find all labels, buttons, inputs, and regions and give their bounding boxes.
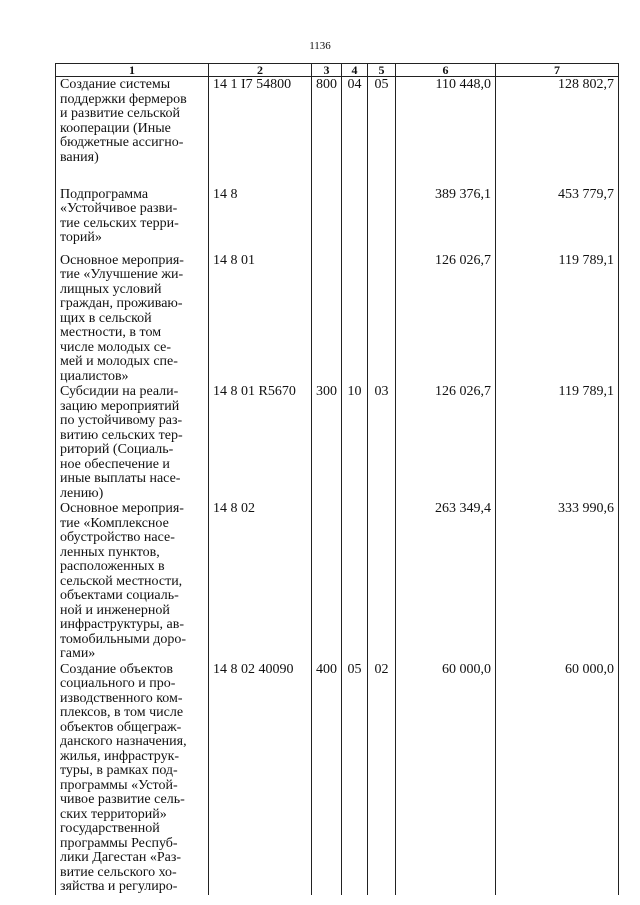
row-col3: 300: [312, 384, 342, 501]
col-header-1: 1: [56, 64, 209, 77]
col-header-6: 6: [396, 64, 496, 77]
row-name-line: витию сельских тер-: [60, 427, 183, 443]
row-name-line: данского назначения,: [60, 734, 187, 749]
row-name-line: Основное мероприя-: [60, 501, 184, 516]
row-code: 14 1 I7 54800: [209, 77, 312, 187]
row-name-line: ленных пунктов,: [60, 544, 160, 560]
row-name-line: расположенных в: [60, 559, 165, 574]
row-name-line: зацию мероприятий: [60, 398, 180, 414]
row-name-line: сельской местности,: [60, 573, 183, 589]
row-col3: [312, 253, 342, 385]
row-col4: [342, 253, 368, 385]
row-name-line: витие сельского хо-: [60, 864, 177, 880]
row-name-line: вания): [60, 149, 99, 165]
row-name-cell: [56, 187, 209, 253]
row-name-line: томобильными доро-: [60, 631, 187, 647]
row-value-6: 60 000,0: [396, 662, 496, 895]
row-col5: [368, 501, 396, 662]
row-name-line: программы Респуб-: [60, 835, 178, 851]
col-header-3: 3: [312, 64, 342, 77]
row-value-7: 453 779,7: [496, 187, 619, 253]
row-value-6: 126 026,7: [396, 384, 496, 501]
row-value-6: 126 026,7: [396, 253, 496, 385]
row-name-line: риторий (Социаль-: [60, 442, 174, 457]
row-col5: 03: [368, 384, 396, 501]
table-row: [56, 77, 619, 187]
row-name-cell: [56, 384, 209, 501]
row-col3: [312, 187, 342, 253]
row-name-line: лищных условий: [60, 281, 162, 297]
col-header-4: 4: [342, 64, 368, 77]
row-name-line: изводственного ком-: [60, 690, 183, 706]
row-name-line: по устойчивому раз-: [60, 413, 183, 428]
col-header-7: 7: [496, 64, 619, 77]
row-col4: [342, 501, 368, 662]
row-name-line: поддержки фермеров: [60, 91, 187, 107]
row-col3: [312, 501, 342, 662]
table-row: [56, 662, 619, 895]
row-code: 14 8 02 40090: [209, 662, 312, 895]
row-col4: [342, 187, 368, 253]
row-value-7: 119 789,1: [496, 384, 619, 501]
header-row: [56, 64, 619, 77]
row-name-line: граждан, проживаю-: [60, 296, 183, 311]
row-name-line: Подпрограмма: [60, 186, 149, 202]
row-name-cell: [56, 253, 209, 385]
col-header-5: 5: [368, 64, 396, 77]
row-name-line: зяйства и регулиро-: [60, 879, 178, 894]
row-name-cell: [56, 77, 209, 187]
row-name-line: торий»: [60, 230, 102, 245]
col-header-2: 2: [209, 64, 312, 77]
row-value-7: 119 789,1: [496, 253, 619, 385]
row-name-line: объектов общеграж-: [60, 719, 182, 735]
row-name-line: туры, в рамках под-: [60, 763, 178, 778]
row-name-line: мей и молодых спе-: [60, 354, 178, 369]
row-name-line: ное обеспечение и: [60, 456, 170, 472]
row-name-line: Создание системы: [60, 77, 171, 92]
row-col5: [368, 187, 396, 253]
table-row: [56, 253, 619, 385]
row-name-line: гами»: [60, 646, 96, 661]
row-value-7: 128 802,7: [496, 77, 619, 187]
row-name-line: жилья, инфраструк-: [60, 748, 180, 764]
row-value-7: 333 990,6: [496, 501, 619, 662]
row-name-line: лению): [60, 485, 104, 501]
row-col5: [368, 253, 396, 385]
row-name-line: обустройство насе-: [60, 530, 175, 545]
row-name-line: социального и про-: [60, 676, 176, 691]
row-name-line: Субсидии на реали-: [60, 384, 179, 399]
table-row: [56, 501, 619, 662]
row-value-6: 110 448,0: [396, 77, 496, 187]
row-name-line: ной и инженерной: [60, 602, 170, 618]
budget-table: [55, 63, 619, 895]
row-col5: 05: [368, 77, 396, 187]
row-code: 14 8 01 R5670: [209, 384, 312, 501]
row-name-line: программы «Устой-: [60, 777, 178, 793]
row-name-cell: [56, 501, 209, 662]
row-name-line: Создание объектов: [60, 661, 174, 677]
row-name-line: циалистов»: [60, 368, 129, 384]
row-name-line: государственной: [60, 821, 160, 836]
row-name-line: числе молодых се-: [60, 339, 171, 355]
row-name-line: чивое развитие сель-: [60, 792, 185, 807]
row-name-line: и развитие сельской: [60, 106, 180, 121]
row-name-line: Основное мероприя-: [60, 252, 184, 268]
row-name-line: «Устойчивое разви-: [60, 201, 178, 216]
row-name-line: бюджетные ассигно-: [60, 135, 184, 150]
row-value-6: 263 349,4: [396, 501, 496, 662]
row-code: 14 8 02: [209, 501, 312, 662]
row-name-line: плексов, в том числе: [60, 705, 184, 720]
page-number: 1136: [309, 40, 331, 52]
row-name-line: тие сельских терри-: [60, 215, 179, 231]
row-name-line: щих в сельской: [60, 310, 152, 326]
row-name-line: тие «Комплексное: [60, 515, 169, 531]
row-name-line: объектами социаль-: [60, 588, 179, 603]
row-name-line: иные выплаты насе-: [60, 471, 181, 486]
row-name-line: ских территорий»: [60, 806, 167, 822]
row-col3: 800: [312, 77, 342, 187]
row-name-line: кооперации (Иные: [60, 120, 171, 136]
row-name-line: местности, в том: [60, 325, 162, 340]
row-name-line: лики Дагестан «Раз-: [60, 850, 182, 865]
row-value-7: 60 000,0: [496, 662, 619, 895]
table-row: [56, 384, 619, 501]
row-code: 14 8: [209, 187, 312, 253]
row-value-6: 389 376,1: [396, 187, 496, 253]
row-name-line: тие «Улучшение жи-: [60, 267, 184, 282]
row-col5: 02: [368, 662, 396, 895]
row-col4: 04: [342, 77, 368, 187]
row-col4: 05: [342, 662, 368, 895]
row-name-line: инфраструктуры, ав-: [60, 617, 185, 632]
row-col3: 400: [312, 662, 342, 895]
row-code: 14 8 01: [209, 253, 312, 385]
table-row: [56, 187, 619, 253]
row-col4: 10: [342, 384, 368, 501]
row-name-cell: [56, 662, 209, 895]
